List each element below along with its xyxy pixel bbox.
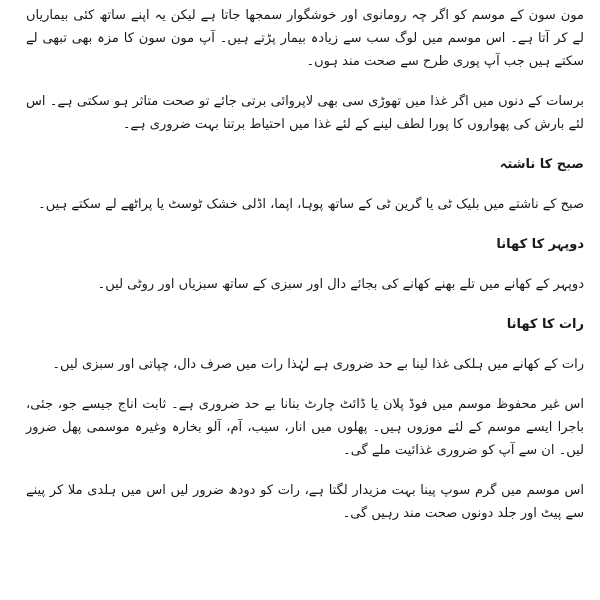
intro-paragraph-2: برسات کے دنوں میں اگر غذا میں تھوڑی سی بھی لاپروائی برتی جائے تو صحت متاثر ہو سکتی ہے۔ اس لئے بارش کی پھواروں کا پورا لطف لینے کے لئے غذا میں احتیاط برتنا بہت ضروری ہے۔ xyxy=(26,94,584,132)
lunch-heading: دوپہر کا کھانا xyxy=(496,237,584,252)
diet-paragraph: اس غیر محفوظ موسم میں فوڈ پلان یا ڈائٹ چارٹ بنانا بے حد ضروری ہے۔ ثابت اناج جیسے جو، جئی، باجرا ایسے موسم کے لئے موزوں ہیں۔ پھلوں میں انار، سیب، آم، آلو بخارہ وغیرہ موسمی پھل ضرور لیں۔ ان سے آپ کو ضروری غذائیت ملے گی۔ xyxy=(26,397,584,458)
dinner-heading: رات کا کھانا xyxy=(506,317,584,332)
soup-paragraph: اس موسم میں گرم سوپ پینا بہت مزیدار لگتا ہے، رات کو دودھ ضرور لیں اس میں ہلدی ملا کر پینے سے پیٹ اور جلد دونوں صحت مند رہیں گی۔ xyxy=(26,483,584,521)
lunch-paragraph: دوپہر کے کھانے میں تلے بھنے کھانے کی بجائے دال اور سبزی کے ساتھ سبزیاں اور روٹی لیں۔ xyxy=(97,277,584,292)
breakfast-heading: صبح کا ناشتہ xyxy=(499,157,584,172)
intro-paragraph-1: مون سون کے موسم کو اگر چہ رومانوی اور خوشگوار سمجھا جاتا ہے لیکن یہ اپنے ساتھ کئی بیماریاں لے کر آتا ہے۔ اس موسم میں لوگ سب سے زیادہ بیمار پڑتے ہیں۔ آپ مون سون کا مزہ بھی تبھی لے سکتے ہیں جب آپ پوری طرح سے صحت مند ہوں۔ xyxy=(26,8,584,69)
dinner-paragraph: رات کے کھانے میں ہلکی غذا لینا بے حد ضروری ہے لہٰذا رات میں صرف دال، چپاتی اور سبزی لیں۔ xyxy=(52,357,584,372)
breakfast-paragraph: صبح کے ناشتے میں بلیک ٹی یا گرین ٹی کے ساتھ پوہا، اپما، اڈلی خشک ٹوسٹ یا پراٹھے لے سکتے ہیں۔ xyxy=(38,197,584,212)
